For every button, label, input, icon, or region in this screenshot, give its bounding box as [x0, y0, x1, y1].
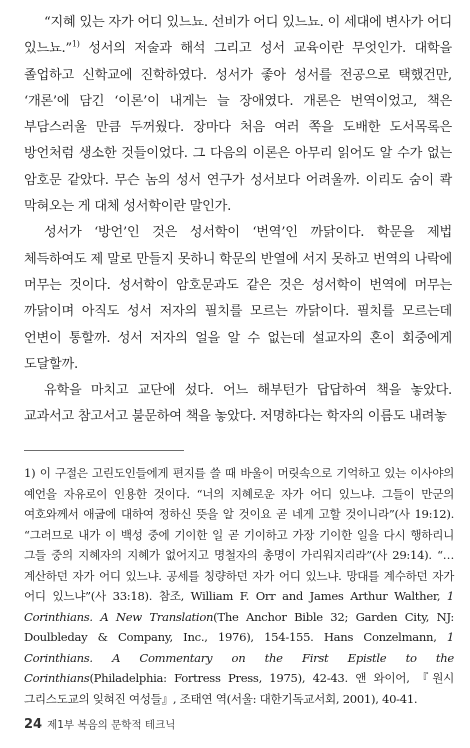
footnote-divider [24, 450, 184, 451]
paragraph: 유학을 마치고 교단에 섰다. 어느 해부턴가 답답하여 책을 놓았다. 교과서고 참고서고 불문하여 책을 놓았다. 저명하다는 학자의 이름도 내려놓 [24, 383, 452, 425]
footnote-text: 이 구절은 고린도인들에게 편지를 쓸 때 바울이 머릿속으로 기억하고 있는 이사야의 예언을 자유로이 인용한 것이다. “너의 지혜로운 자가 어디 있느냐. 그들이 만군의 여호와께서 애굽에 대하여 정하신 뜻을 알 것이요 곧 네게 고할 것이니라”(사 19:12). “그러므로 내가 이 백성 중에 기이한 일 곧 기이하고 가장 기이한 일을 다시 행하리니 그들 중의 지혜자의 지혜가 없어지고 명철자의 총명이 가리워지리라”(사 29:14). “… 계산하던 자가 어디 있느냐. 공세를 칭량하던 자가 어디 있느냐. 망대를 계수하던 자가 어디 있느냐”(사 33:18). 참조, William F. Orr and James Arthur Walther, [24, 466, 455, 603]
running-title: 제1부 복음의 문학적 테크닉 [47, 719, 176, 731]
footnote-text: (Philadelphia: Fortress Press, 1975), 42-43. 앤 와이어, 『원시 그리스도교의 잊혀진 여성들』, 조태연 역(서울: 대한기독교서회, 2001), 40-41. [24, 671, 454, 706]
paragraph-text: “지혜 있는 자가 어디 있느뇨. 선비가 어디 있느뇨. 이 세대에 변사가 어디 있느뇨.” [24, 15, 452, 57]
book-title: 1 Corinthians. A New Translation [24, 589, 454, 624]
paragraph: 성서가 ‘방언’인 것은 성서학이 ‘번역’인 까닭이다. 학문을 제법 체득하여도 제 말로 만들지 못하니 학문의 반열에 서지 못하고 번역의 나락에 머무는 것이다. 성서학이 암호문과도 같은 것은 성서학이 번역에 머무는 까닭이며 아직도 성서 저자의 필치를 모르는 까닭이다. 필치를 모르는데 언변이 통할까. 성서 저자의 얼을 알 수 없는데 설교자의 혼이 회중에게 도달할까. [24, 225, 452, 372]
page-footer [24, 717, 175, 732]
page-number: 24 [24, 717, 43, 732]
footnote-marker: 1) [24, 466, 40, 480]
footnote-text: (The Anchor Bible 32; Garden City, NJ: Doulbleday & Company, Inc., 1976), 154-155. Hans Conzelmann, [24, 609, 455, 644]
book-title: 1 Corinthians. A Commentary on the First Epistle to the Corinthians [24, 630, 454, 685]
paragraph-text: 성서의 저술과 해석 그리고 성서 교육이란 무엇인가. 대학을 졸업하고 신학교에 진학하였다. 성서가 좋아 성서를 전공으로 택했건만, ‘개론’에 담긴 ‘이론’이 내게는 늘 장애였다. 개론은 번역이었고, 책은 부담스러울 만큼 두꺼웠다. 장마다 처음 여러 쪽을 도배한 도서목록은 방언처럼 생소한 것들이었다. 그 다음의 이론은 아무리 읽어도 알 수가 없는 암호문 같았다. 무슨 놈의 성서 연구가 성서보다 어려울까. 이리도 숨이 콱 막혀오는 게 대체 성서학이란 말인가. [24, 41, 452, 215]
paragraph [24, 10, 452, 220]
footnotes [24, 463, 454, 709]
main-text [24, 10, 452, 431]
footnote-reference: 1) [71, 39, 80, 49]
footnote [24, 463, 454, 709]
